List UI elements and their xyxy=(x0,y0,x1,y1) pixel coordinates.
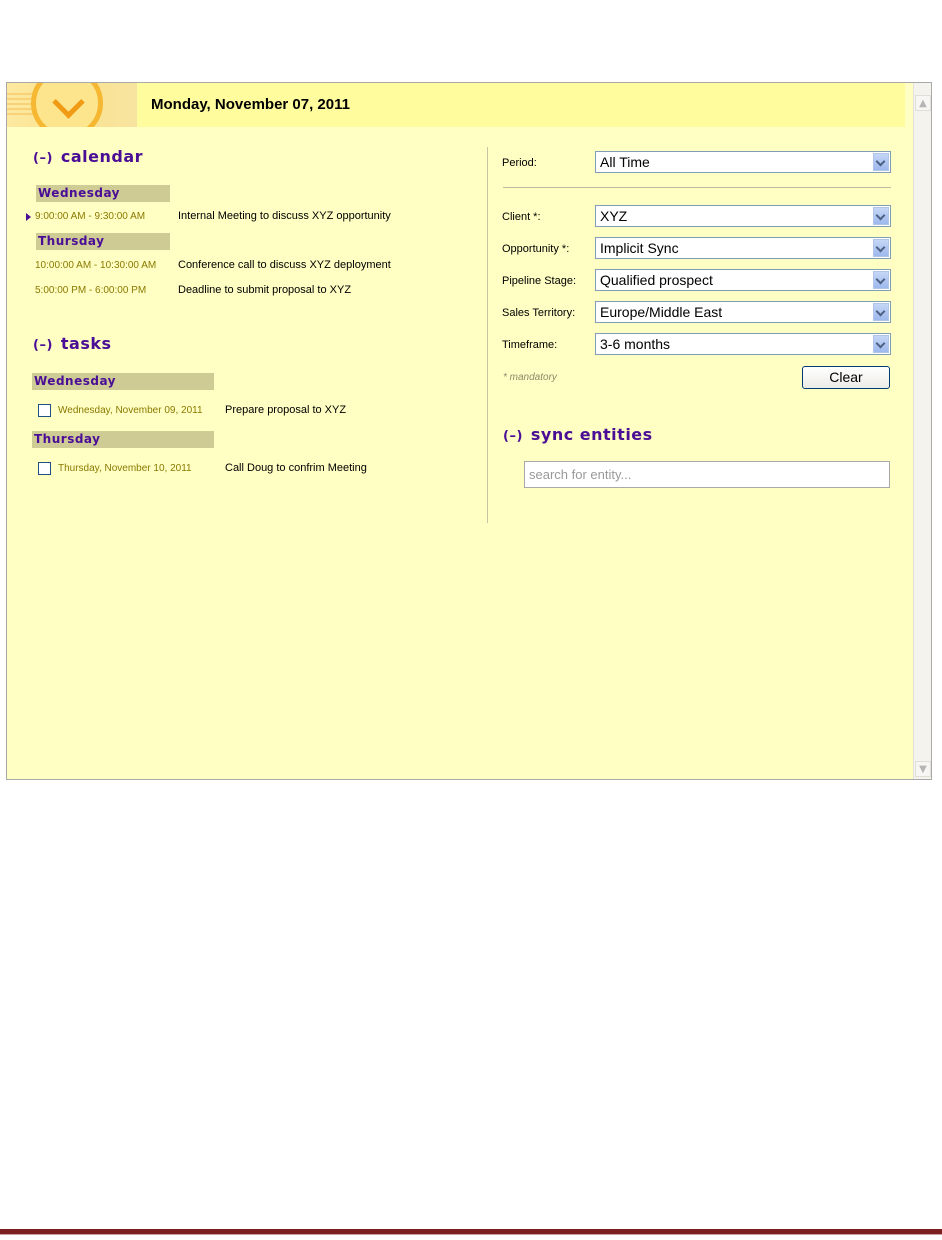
period-select[interactable]: All Time xyxy=(595,151,891,173)
page-footer-rule-light xyxy=(0,1234,942,1235)
opportunity-label: Opportunity *: xyxy=(502,243,570,255)
scroll-up-arrow-icon[interactable]: ▲ xyxy=(915,95,931,111)
event-title[interactable]: Deadline to submit proposal to XYZ xyxy=(178,284,352,296)
task-day-header: Thursday xyxy=(32,431,214,448)
chevron-down-icon[interactable] xyxy=(873,207,889,225)
task-checkbox[interactable] xyxy=(38,462,51,475)
event-time[interactable]: 5:00:00 PM - 6:00:00 PM xyxy=(35,285,147,296)
client-label: Client *: xyxy=(502,211,541,223)
opportunity-select[interactable]: Implicit Sync xyxy=(595,237,891,259)
task-day-header: Wednesday xyxy=(32,373,214,390)
pipeline-stage-select[interactable]: Qualified prospect xyxy=(595,269,891,291)
current-date: Monday, November 07, 2011 xyxy=(151,96,350,113)
selected-event-arrow-icon xyxy=(26,213,31,221)
event-title[interactable]: Internal Meeting to discuss XYZ opportunity xyxy=(178,210,391,222)
event-time[interactable]: 9:00:00 AM - 9:30:00 AM xyxy=(35,211,146,222)
task-date: Wednesday, November 09, 2011 xyxy=(58,405,203,416)
clock-chevron-icon xyxy=(7,83,137,127)
sync-entities-section-title[interactable]: (–) sync entities xyxy=(503,425,653,444)
tasks-section-title[interactable]: (–) tasks xyxy=(33,334,112,353)
task-title[interactable]: Prepare proposal to XYZ xyxy=(225,404,347,416)
collapse-toggle[interactable]: (–) xyxy=(33,338,53,353)
date-header xyxy=(7,83,905,127)
entity-search-input[interactable] xyxy=(524,461,890,488)
clear-button[interactable]: Clear xyxy=(802,366,890,389)
timeframe-select[interactable]: 3-6 months xyxy=(595,333,891,355)
chevron-down-icon[interactable] xyxy=(873,153,889,171)
mandatory-note: * mandatory xyxy=(503,372,557,383)
collapse-toggle[interactable]: (–) xyxy=(33,151,53,166)
task-title[interactable]: Call Doug to confrim Meeting xyxy=(225,462,367,474)
calendar-day-header: Wednesday xyxy=(36,185,170,202)
chevron-down-icon[interactable] xyxy=(873,271,889,289)
period-label: Period: xyxy=(502,157,537,169)
column-divider xyxy=(487,147,488,523)
calendar-day-header: Thursday xyxy=(36,233,170,250)
collapse-toggle[interactable]: (–) xyxy=(503,429,523,444)
sales-territory-label: Sales Territory: xyxy=(502,307,576,319)
chevron-down-icon[interactable] xyxy=(873,335,889,353)
sales-territory-select[interactable]: Europe/Middle East xyxy=(595,301,891,323)
event-time[interactable]: 10:00:00 AM - 10:30:00 AM xyxy=(35,260,157,271)
pipeline-stage-label: Pipeline Stage: xyxy=(502,275,576,287)
client-select[interactable]: XYZ xyxy=(595,205,891,227)
sync-panel-window xyxy=(6,82,932,780)
filter-divider xyxy=(503,187,891,188)
calendar-section-title[interactable]: (–) calendar xyxy=(33,147,144,166)
task-date: Thursday, November 10, 2011 xyxy=(58,463,192,474)
chevron-down-icon[interactable] xyxy=(873,303,889,321)
chevron-down-icon[interactable] xyxy=(873,239,889,257)
timeframe-label: Timeframe: xyxy=(502,339,558,351)
vertical-scrollbar[interactable] xyxy=(913,83,931,779)
task-checkbox[interactable] xyxy=(38,404,51,417)
event-title[interactable]: Conference call to discuss XYZ deployment xyxy=(178,259,391,271)
scroll-down-arrow-icon[interactable]: ▼ xyxy=(915,761,931,777)
